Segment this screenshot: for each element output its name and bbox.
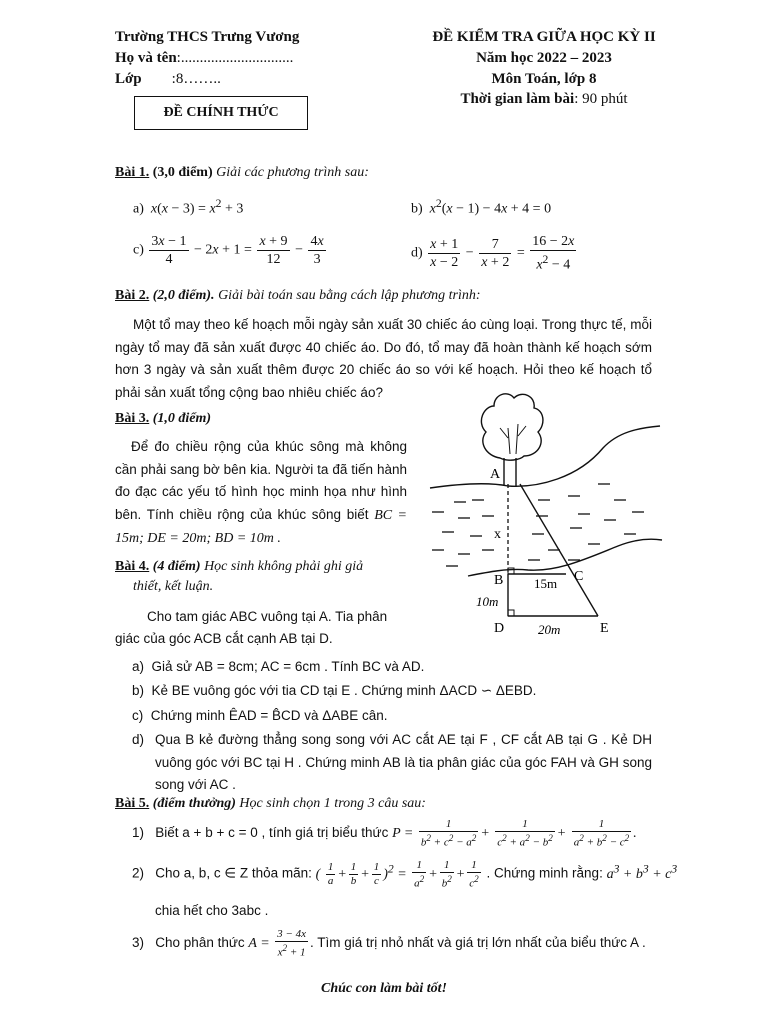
bai3-heading bbox=[115, 410, 211, 428]
label-e: E bbox=[600, 621, 609, 636]
item-label: a) bbox=[132, 659, 145, 674]
label-de: 20m bbox=[538, 622, 561, 637]
bai3-data: BC = 15m; DE = 20m; BD = 10m . bbox=[115, 507, 407, 546]
q1-text: Biết a + b + c = 0 , tính giá trị biểu thức bbox=[155, 825, 389, 841]
bai5-instruction: Học sinh chọn 1 trong 3 câu sau: bbox=[239, 796, 426, 811]
student-name-line bbox=[115, 49, 293, 67]
class-label: Lớp bbox=[115, 71, 142, 87]
tree-trunk bbox=[504, 458, 516, 486]
footer-message: Chúc con làm bài tốt! bbox=[320, 981, 448, 996]
q3-label: 3) bbox=[132, 935, 145, 951]
bai2-points: (2,0 điểm). bbox=[152, 288, 215, 303]
q2-text-b: . Chứng minh rằng: bbox=[486, 865, 603, 881]
bai1-d: d) $\frac{x + 1}{x - 2}$ − $\frac{7}{x + 2}$ = $\frac{16 - 2x}{x^2 - 4}$ bbox=[411, 234, 575, 273]
item-text: Qua B kẻ đường thẳng song song với AC cắt AE tại F , CF cắt AB tại G . Kẻ DH vuông góc với BC tại H . Chứng minh AB là tia phân giác của góc FAH và GH song song với AC . bbox=[155, 732, 652, 792]
q2-expression: ( $\frac{1}{a}$ + $\frac{1}{b}$ + $\frac{1}{c}$ )$^2$ = $\frac{1}{a^2}$ + $\frac{1}{b^2}$ + $\frac{1}{c^2}$ bbox=[315, 858, 479, 890]
time-line bbox=[412, 90, 676, 108]
school-name: Trường THCS Trưng Vương bbox=[115, 29, 300, 45]
bai2-instruction: Giải bài toán sau bằng cách lập phương trình: bbox=[218, 288, 481, 303]
item-text: Kẻ BE vuông góc với tia CD tại E . Chứng minh ΔACD ∽ ΔEBD. bbox=[151, 683, 537, 698]
bai1-c-label: c) bbox=[133, 242, 144, 258]
bai4-item-b bbox=[132, 680, 536, 703]
bai1-points: (3,0 điểm) bbox=[152, 165, 213, 180]
bai1-c: c) $\frac{3x - 1}{4}$ − 2x + 1 = $\frac{x + 9}{12}$ − $\frac{4x}{3}$ bbox=[133, 234, 324, 267]
time-label: Thời gian làm bài bbox=[460, 91, 575, 107]
bai4-item-c bbox=[132, 705, 388, 728]
q1-expression: P = $\frac{1}{b^2 + c^2 - a^2}$ + $\frac{1}{c^2 + a^2 - b^2}$ + $\frac{1}{a^2 + b^2 - c^2}$ . bbox=[392, 818, 637, 849]
bai1-heading bbox=[115, 164, 369, 182]
segment-ae bbox=[520, 484, 598, 616]
bai1-title: Bài 1. bbox=[115, 165, 150, 180]
label-b: B bbox=[494, 573, 504, 588]
item-label: c) bbox=[132, 708, 144, 723]
time-value: : 90 phút bbox=[574, 91, 628, 107]
bai2-heading bbox=[115, 287, 481, 305]
fraction: $\frac{1}{b^2 + c^2 - a^2}$ bbox=[420, 818, 477, 849]
bai4-note1: Học sinh không phải ghi giả bbox=[204, 559, 364, 574]
bai1-instruction: Giải các phương trình sau: bbox=[216, 165, 369, 180]
bai4-item-d bbox=[132, 729, 652, 797]
item-text: Giả sử AB = 8cm; AC = 6cm . Tính BC và AD. bbox=[151, 659, 425, 674]
bai4-intro2: giác của góc ACB cắt cạnh AB tại D. bbox=[115, 631, 333, 646]
bai5-points: (điểm thưởng) bbox=[152, 796, 236, 811]
fraction: $\frac{1}{c^2 + a^2 - b^2}$ bbox=[497, 818, 553, 849]
bai1-a: a) $x(x - 3) = x^2 + 3$ bbox=[133, 197, 244, 217]
school-year: Năm học 2022 – 2023 bbox=[476, 50, 612, 66]
name-dots: :.............................. bbox=[176, 50, 294, 66]
equation-a: x bbox=[150, 201, 158, 217]
tree-crown bbox=[481, 394, 543, 460]
bai5-title: Bài 5. bbox=[115, 796, 150, 811]
q3-text-b: . Tìm giá trị nhỏ nhất và giá trị lớn nhất của biểu thức A . bbox=[309, 935, 646, 951]
official-badge: ĐỀ CHÍNH THỨC bbox=[134, 96, 308, 130]
label-c: C bbox=[574, 569, 584, 584]
fraction: $\frac{4x}{3}$ bbox=[310, 234, 324, 267]
equation-b: x bbox=[429, 201, 436, 217]
label-bd: 10m bbox=[476, 594, 499, 609]
bai1-b-label: b) bbox=[411, 201, 423, 217]
bai2-title: Bài 2. bbox=[115, 288, 150, 303]
subject: Môn Toán, lớp 8 bbox=[491, 71, 597, 87]
bai2-text: Một tổ may theo kế hoạch mỗi ngày sản xuất 30 chiếc áo cùng loại. Trong thực tế, mỗi ngày tổ may đã sản xuất được 40 chiếc áo. Do đó, tổ may đã hoàn thành kế hoạch sớm hơn 3 ngày và sản xuất thêm được 20 chiếc áo so với kế hoạch. Hỏi theo kế hoạch tổ phải sản xuất tổng cộng bao nhiêu chiếc áo? bbox=[115, 317, 652, 400]
q2-text-a: Cho a, b, c ∈ Z thỏa mãn: bbox=[155, 865, 312, 881]
label-x: x bbox=[494, 527, 501, 542]
q3-expression: A = $\frac{3 - 4x}{x^2 + 1}$ bbox=[248, 928, 306, 959]
bai3-title: Bài 3. bbox=[115, 411, 150, 426]
q2-sum: $a^3 + b^3 + c^3$ bbox=[606, 862, 678, 882]
fraction: $\frac{7}{x + 2}$ bbox=[481, 236, 510, 270]
bai5-q3 bbox=[132, 928, 646, 960]
item-label: b) bbox=[132, 683, 145, 698]
fraction: $\frac{x + 1}{x - 2}$ bbox=[430, 236, 459, 270]
bai1-b: b) $x^2(x - 1) - 4x + 4 = 0$ bbox=[411, 197, 552, 217]
fraction: $\frac{16 - 2x}{x^2 - 4}$ bbox=[532, 234, 575, 273]
upper-bank bbox=[430, 426, 660, 488]
class-line bbox=[115, 70, 221, 88]
class-value: :8…….. bbox=[171, 71, 221, 87]
bai4-item-a bbox=[132, 656, 424, 679]
label-bc: 15m bbox=[534, 576, 558, 591]
name-label: Họ và tên bbox=[115, 50, 177, 66]
bai4-points: (4 điểm) bbox=[152, 559, 201, 574]
fraction: $\frac{3x - 1}{4}$ bbox=[151, 234, 187, 267]
bai1-d-label: d) bbox=[411, 245, 423, 261]
label-d: D bbox=[494, 621, 505, 636]
bai1-a-label: a) bbox=[133, 201, 144, 217]
river-figure bbox=[428, 388, 664, 640]
bai4-heading bbox=[115, 558, 363, 576]
exam-title: ĐỀ KIỂM TRA GIỮA HỌC KỲ II bbox=[432, 29, 656, 45]
bai4-intro1: Cho tam giác ABC vuông tại A. Tia phân bbox=[147, 609, 388, 624]
q3-text-a: Cho phân thức bbox=[155, 935, 245, 951]
bai3-text bbox=[115, 436, 407, 551]
q2-label: 2) bbox=[132, 865, 145, 881]
right-angle-d bbox=[508, 610, 514, 616]
label-a: A bbox=[490, 467, 501, 482]
bai5-q2-cont: chia hết cho 3abc . bbox=[155, 903, 269, 918]
item-label: d) bbox=[132, 732, 145, 747]
item-text: Chứng minh ÊAD = B̂CD và ΔABE cân. bbox=[150, 708, 388, 723]
fraction: $\frac{x + 9}{12}$ bbox=[259, 234, 288, 267]
bai3-text-body: Để đo chiều rộng của khúc sông mà không cần phải sang bờ bên kia. Người ta đã tiến hành đo đạc các yếu tố hình học minh họa như hình bên. Tính chiều rộng của khúc sông biết bbox=[115, 439, 407, 522]
bai3-points: (1,0 điểm) bbox=[152, 411, 212, 426]
bai4-title: Bài 4. bbox=[115, 559, 150, 574]
tree-branches bbox=[500, 424, 526, 454]
bai5-heading bbox=[115, 795, 426, 813]
q1-label: 1) bbox=[132, 825, 145, 841]
bai5-q1 bbox=[132, 818, 637, 850]
bai5-q2 bbox=[132, 858, 677, 890]
fraction: $\frac{1}{a^2 + b^2 - c^2}$ bbox=[573, 818, 630, 849]
bai4-note2: thiết, kết luận. bbox=[133, 579, 214, 594]
water-marks bbox=[432, 484, 644, 566]
lower-bank bbox=[468, 539, 662, 576]
